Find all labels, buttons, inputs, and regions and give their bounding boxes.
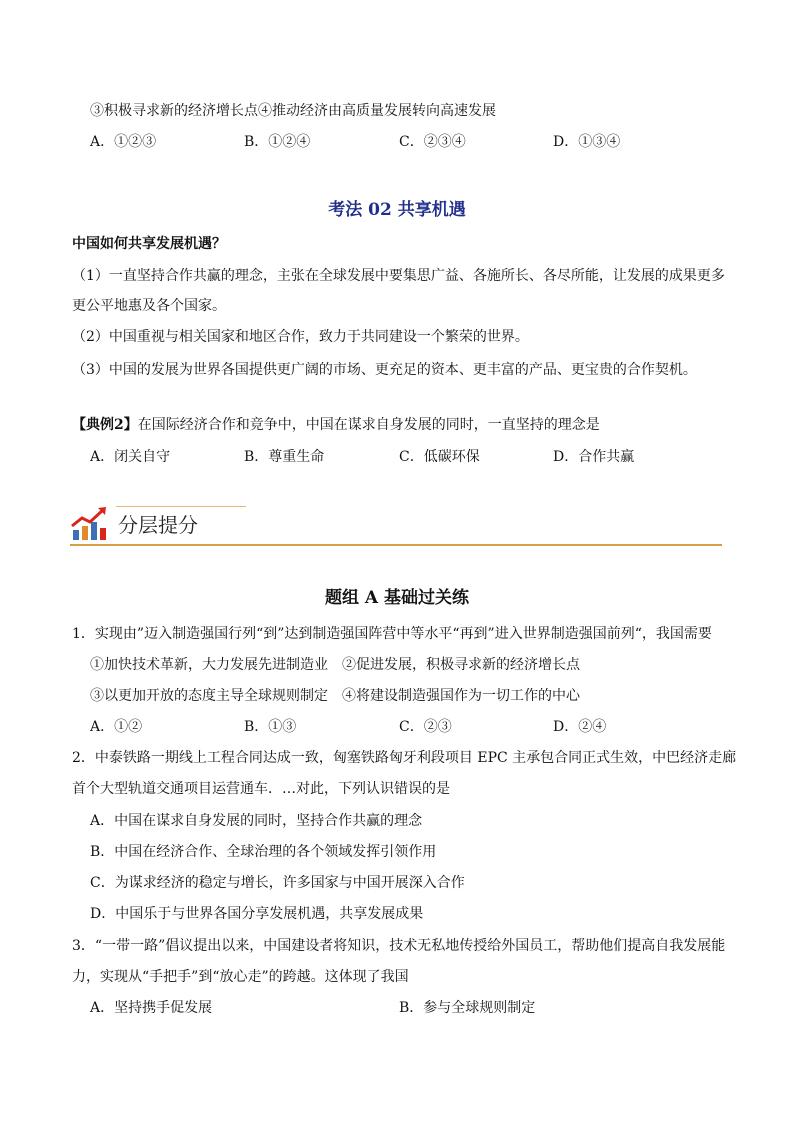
example-option-a: A．闭关自守 xyxy=(90,449,171,465)
prev-option-c: C．②③④ xyxy=(399,134,466,150)
section-point-1: （1）一直坚持合作共赢的理念，主张在全球发展中要集思广益、各施所长、各尽所能，让发展的成果更多 xyxy=(72,268,725,284)
prev-option-d: D．①③④ xyxy=(553,134,621,150)
q2-option-b: B．中国在经济合作、全球治理的各个领域发挥引领作用 xyxy=(90,844,437,860)
q2-option-a: A．中国在谋求自身发展的同时，坚持合作共赢的理念 xyxy=(90,813,423,829)
bar-chart-arrow-icon xyxy=(70,506,108,542)
q1-option-c: C．②③ xyxy=(399,719,452,735)
banner-rule xyxy=(70,544,722,546)
banner-title: 分层提分 xyxy=(118,513,198,537)
q2-option-d: D．中国乐于与世界各国分享发展机遇，共享发展成果 xyxy=(90,906,424,922)
example-2-tag: 【典例2】 xyxy=(72,417,138,433)
q3-stem-line1: 3．“一带一路”倡议提出以来，中国建设者将知识，技术无私地传授给外国员工，帮助他们提高自我发展能 xyxy=(72,938,726,954)
prev-option-b: B．①②④ xyxy=(244,134,311,150)
example-option-c: C．低碳环保 xyxy=(399,449,480,465)
section-banner xyxy=(70,504,722,546)
example-2-text: 在国际经济合作和竞争中，中国在谋求自身发展的同时，一直坚持的理念是 xyxy=(137,417,600,433)
q1-stem: 1．实现由”迈入制造强国行列“到”达到制造强国阵营中等水平“再到”进入世界制造强国前列“，我国需要 xyxy=(72,626,712,642)
example-2-stem xyxy=(72,415,722,435)
section-question: 中国如何共享发展机遇？ xyxy=(72,236,226,252)
q1-items-line1: ①加快技术革新，大力发展先进制造业 ②促进发展，积极寻求新的经济增长点 xyxy=(90,657,580,673)
q2-option-c: C．为谋求经济的稳定与增长，许多国家与中国开展深入合作 xyxy=(90,875,465,891)
section-title: 考法 02 共享机遇 xyxy=(328,200,466,220)
section-point-1-cont: 更公平地惠及各个国家。 xyxy=(72,298,226,314)
prev-question-stem-tail: ③积极寻求新的经济增长点④推动经济由高质量发展转向高速发展 xyxy=(90,103,496,119)
q3-option-b: B．参与全球规则制定 xyxy=(399,1000,536,1016)
q3-option-a: A．坚持携手促发展 xyxy=(90,1000,213,1016)
q2-stem-line2: 首个大型轨道交通项目运营通车．…对此，下列认识错误的是 xyxy=(72,781,450,797)
section-point-2: （2）中国重视与相关国家和地区合作，致力于共同建设一个繁荣的世界。 xyxy=(72,329,529,345)
q3-stem-line2: 力，实现从“手把手”到“放心走”的跨越。这体现了我国 xyxy=(72,969,409,985)
example-option-b: B．尊重生命 xyxy=(244,449,325,465)
q1-option-b: B．①③ xyxy=(244,719,297,735)
prev-option-a: A．①②③ xyxy=(90,134,157,150)
q1-option-d: D．②④ xyxy=(553,719,607,735)
example-option-d: D．合作共赢 xyxy=(553,449,635,465)
section-point-3: （3）中国的发展为世界各国提供更广阔的市场、更充足的资本、更丰富的产品、更宝贵的合作契机。 xyxy=(72,362,697,378)
q1-items-line2: ③以更加开放的态度主导全球规则制定 ④将建设制造强国作为一切工作的中心 xyxy=(90,688,580,704)
banner-top-rule xyxy=(116,506,246,507)
q1-option-a: A．①② xyxy=(90,719,143,735)
q2-stem-line1: 2．中泰铁路一期线上工程合同达成一致，匈塞铁路匈牙利段项目 EPC 主承包合同正式生效，中巴经济走廊 xyxy=(72,750,737,766)
group-title: 题组 A 基础过关练 xyxy=(324,588,470,608)
